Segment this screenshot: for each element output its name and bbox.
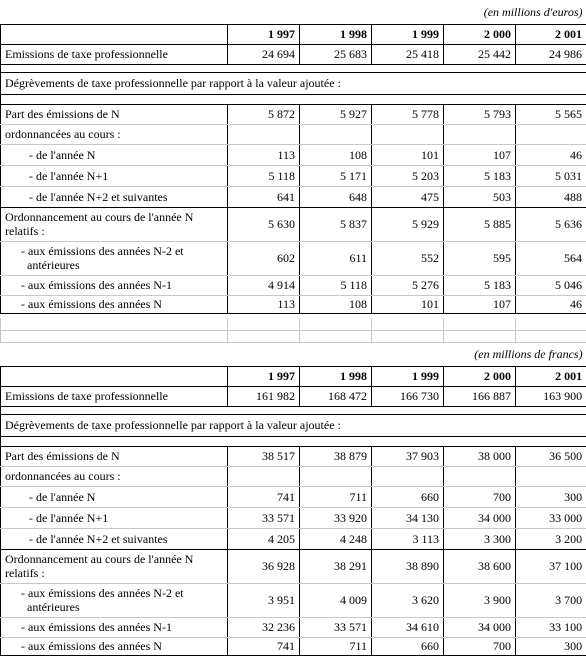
annee-n1-value: 33 000 xyxy=(516,507,586,528)
emissions-value: 168 472 xyxy=(300,386,372,406)
francs-table xyxy=(0,342,586,656)
ordonnancement-value: 38 600 xyxy=(444,549,516,583)
ordonnancees-label: ordonnancées au cours : xyxy=(1,466,228,486)
ordonnancement-label xyxy=(1,207,228,241)
spacer-cell xyxy=(372,330,444,342)
emis-n-value: 741 xyxy=(228,637,300,655)
annee-n-row xyxy=(1,144,586,165)
emis-n-value: 700 xyxy=(444,637,516,655)
annee-n1-label: - de l'année N+1 xyxy=(1,507,228,528)
ordonnancement-value: 5 630 xyxy=(228,207,300,241)
emis-n1-value: 34 610 xyxy=(372,617,444,637)
emis-n-value: 107 xyxy=(444,295,516,313)
spacer-cell xyxy=(372,318,444,330)
year-header: 1 997 xyxy=(228,24,300,44)
annee-n1-value: 5 118 xyxy=(228,165,300,186)
empty-cell xyxy=(372,124,444,144)
gap xyxy=(1,94,586,104)
emissions-value: 161 982 xyxy=(228,386,300,406)
gap-row xyxy=(1,436,586,446)
annee-n2-value: 3 300 xyxy=(444,528,516,549)
part-value: 5 872 xyxy=(228,104,300,124)
year-header: 2 001 xyxy=(516,24,586,44)
emis-n2-row xyxy=(1,241,586,275)
gap-row xyxy=(1,94,586,104)
spacer-cell xyxy=(444,318,516,330)
emissions-value: 25 418 xyxy=(372,44,444,64)
annee-n2-label: - de l'année N+2 et suivantes xyxy=(1,186,228,207)
spacer-cell xyxy=(300,318,372,330)
part-value: 5 927 xyxy=(300,104,372,124)
annee-n-row xyxy=(1,486,586,507)
year-header: 2 000 xyxy=(444,24,516,44)
annee-n1-value: 33 920 xyxy=(300,507,372,528)
annee-n2-value: 475 xyxy=(372,186,444,207)
emis-n2-value: 595 xyxy=(444,241,516,275)
ordonnancees-row xyxy=(1,466,586,486)
ordonnancement-value: 5 885 xyxy=(444,207,516,241)
part-value: 5 793 xyxy=(444,104,516,124)
emis-n-label: - aux émissions des années N xyxy=(1,295,228,313)
emis-n2-label xyxy=(1,241,228,275)
spacer-cell xyxy=(444,330,516,342)
annee-n1-value: 33 571 xyxy=(228,507,300,528)
annee-n-value: 107 xyxy=(444,144,516,165)
emis-n1-value: 33 571 xyxy=(300,617,372,637)
emis-n1-label: - aux émissions des années N-1 xyxy=(1,617,228,637)
spacer-cell xyxy=(228,318,300,330)
annee-n2-value: 641 xyxy=(228,186,300,207)
emis-n2-row xyxy=(1,583,586,617)
emissions-value: 163 900 xyxy=(516,386,586,406)
ordonnancement-value: 36 928 xyxy=(228,549,300,583)
gap-row xyxy=(1,406,586,414)
spacer-cell xyxy=(516,318,586,330)
empty-cell xyxy=(444,466,516,486)
spacer-cell xyxy=(300,330,372,342)
year-header: 1 998 xyxy=(300,24,372,44)
emis-n2-value: 4 009 xyxy=(300,583,372,617)
year-header: 1 999 xyxy=(372,24,444,44)
annee-n-value: 711 xyxy=(300,486,372,507)
unit-label: (en millions de francs) xyxy=(1,342,586,366)
annee-n-label: - de l'année N xyxy=(1,144,228,165)
emis-n-value: 46 xyxy=(516,295,586,313)
part-row xyxy=(1,446,586,466)
ordonnancement-label-line2: relatifs : xyxy=(5,566,223,580)
annee-n2-row xyxy=(1,528,586,549)
annee-n2-value: 503 xyxy=(444,186,516,207)
ordonnancement-label-line1: Ordonnancement au cours de l'année N xyxy=(5,552,223,566)
emis-n-row xyxy=(1,637,586,655)
annee-n-value: 660 xyxy=(372,486,444,507)
emis-n1-value: 32 236 xyxy=(228,617,300,637)
emissions-value: 166 730 xyxy=(372,386,444,406)
unit-label: (en millions d'euros) xyxy=(1,0,586,24)
emis-n-value: 113 xyxy=(228,295,300,313)
ordonnancement-value: 38 291 xyxy=(300,549,372,583)
empty-cell xyxy=(372,466,444,486)
ordonnancement-row xyxy=(1,207,586,241)
year-header-row xyxy=(1,366,586,386)
emis-n-row xyxy=(1,295,586,313)
annee-n-label: - de l'année N xyxy=(1,486,228,507)
ordonnancement-label-line1: Ordonnancement au cours de l'année N xyxy=(5,210,223,224)
annee-n-value: 113 xyxy=(228,144,300,165)
annee-n1-value: 5 203 xyxy=(372,165,444,186)
gap xyxy=(1,436,586,446)
ordonnancement-value: 38 890 xyxy=(372,549,444,583)
emis-n2-value: 611 xyxy=(300,241,372,275)
emis-n2-value: 3 900 xyxy=(444,583,516,617)
annee-n-value: 300 xyxy=(516,486,586,507)
ordonnancement-value: 5 837 xyxy=(300,207,372,241)
emis-n2-value: 3 620 xyxy=(372,583,444,617)
spacer-cell xyxy=(516,330,586,342)
annee-n2-value: 3 113 xyxy=(372,528,444,549)
emissions-value: 24 986 xyxy=(516,44,586,64)
emis-n2-label-line2: antérieures xyxy=(21,600,223,614)
annee-n1-row xyxy=(1,507,586,528)
emis-n2-value: 3 700 xyxy=(516,583,586,617)
emis-n1-row xyxy=(1,617,586,637)
degrevements-row xyxy=(1,72,586,94)
part-row xyxy=(1,104,586,124)
emis-n1-value: 5 046 xyxy=(516,275,586,295)
emissions-row xyxy=(1,44,586,64)
annee-n1-value: 5 031 xyxy=(516,165,586,186)
annee-n2-value: 488 xyxy=(516,186,586,207)
emis-n1-value: 4 914 xyxy=(228,275,300,295)
annee-n1-value: 34 000 xyxy=(444,507,516,528)
emis-n2-label-line1: - aux émissions des années N-2 et xyxy=(21,244,223,258)
spacer-cell xyxy=(1,330,228,342)
header-blank xyxy=(1,24,228,44)
empty-cell xyxy=(516,466,586,486)
empty-cell xyxy=(516,124,586,144)
emis-n-value: 711 xyxy=(300,637,372,655)
emissions-value: 25 683 xyxy=(300,44,372,64)
emis-n1-label: - aux émissions des années N-1 xyxy=(1,275,228,295)
empty-cell xyxy=(228,466,300,486)
emis-n-label: - aux émissions des années N xyxy=(1,637,228,655)
degrevements-label: Dégrèvements de taxe professionnelle par rapport à la valeur ajoutée : xyxy=(1,414,586,436)
annee-n-value: 700 xyxy=(444,486,516,507)
part-value: 5 778 xyxy=(372,104,444,124)
part-value: 37 903 xyxy=(372,446,444,466)
emis-n2-value: 564 xyxy=(516,241,586,275)
spacer-grid xyxy=(0,318,586,343)
annee-n-value: 101 xyxy=(372,144,444,165)
gap xyxy=(1,64,586,72)
emissions-label: Emissions de taxe professionnelle xyxy=(1,386,228,406)
emis-n-value: 660 xyxy=(372,637,444,655)
annee-n2-value: 3 200 xyxy=(516,528,586,549)
header-blank xyxy=(1,366,228,386)
part-value: 38 000 xyxy=(444,446,516,466)
spacer-cell xyxy=(1,318,228,330)
emis-n1-value: 33 100 xyxy=(516,617,586,637)
emis-n1-value: 5 183 xyxy=(444,275,516,295)
emissions-label: Emissions de taxe professionnelle xyxy=(1,44,228,64)
degrevements-label: Dégrèvements de taxe professionnelle par rapport à la valeur ajoutée : xyxy=(1,72,586,94)
emis-n-value: 108 xyxy=(300,295,372,313)
euros-table xyxy=(0,0,586,314)
unit-row xyxy=(1,0,586,24)
ordonnancees-label: ordonnancées au cours : xyxy=(1,124,228,144)
emis-n1-value: 5 276 xyxy=(372,275,444,295)
ordonnancement-value: 5 636 xyxy=(516,207,586,241)
ordonnancement-label xyxy=(1,549,228,583)
emissions-row xyxy=(1,386,586,406)
annee-n2-value: 4 248 xyxy=(300,528,372,549)
emis-n-value: 300 xyxy=(516,637,586,655)
emis-n1-value: 5 118 xyxy=(300,275,372,295)
spacer-cell xyxy=(228,330,300,342)
annee-n-value: 46 xyxy=(516,144,586,165)
year-header: 1 997 xyxy=(228,366,300,386)
annee-n1-value: 34 130 xyxy=(372,507,444,528)
annee-n1-label: - de l'année N+1 xyxy=(1,165,228,186)
empty-cell xyxy=(444,124,516,144)
annee-n2-value: 4 205 xyxy=(228,528,300,549)
year-header: 1 999 xyxy=(372,366,444,386)
annee-n2-value: 648 xyxy=(300,186,372,207)
emis-n2-value: 3 951 xyxy=(228,583,300,617)
empty-cell xyxy=(300,124,372,144)
annee-n-value: 741 xyxy=(228,486,300,507)
emissions-value: 25 442 xyxy=(444,44,516,64)
emis-n-value: 101 xyxy=(372,295,444,313)
annee-n2-label: - de l'année N+2 et suivantes xyxy=(1,528,228,549)
gap-row xyxy=(1,64,586,72)
year-header: 2 000 xyxy=(444,366,516,386)
part-value: 5 565 xyxy=(516,104,586,124)
annee-n2-row xyxy=(1,186,586,207)
year-header: 2 001 xyxy=(516,366,586,386)
emissions-value: 166 887 xyxy=(444,386,516,406)
emis-n2-value: 552 xyxy=(372,241,444,275)
part-label: Part des émissions de N xyxy=(1,104,228,124)
emis-n2-value: 602 xyxy=(228,241,300,275)
unit-row xyxy=(1,342,586,366)
ordonnancees-row xyxy=(1,124,586,144)
emis-n1-value: 34 000 xyxy=(444,617,516,637)
annee-n1-value: 5 183 xyxy=(444,165,516,186)
annee-n-value: 108 xyxy=(300,144,372,165)
part-value: 38 879 xyxy=(300,446,372,466)
part-value: 38 517 xyxy=(228,446,300,466)
ordonnancement-row xyxy=(1,549,586,583)
empty-cell xyxy=(300,466,372,486)
emis-n2-label-line2: antérieures xyxy=(21,258,223,272)
part-value: 36 500 xyxy=(516,446,586,466)
emissions-value: 24 694 xyxy=(228,44,300,64)
empty-cell xyxy=(228,124,300,144)
ordonnancement-label-line2: relatifs : xyxy=(5,224,223,238)
year-header-row xyxy=(1,24,586,44)
part-label: Part des émissions de N xyxy=(1,446,228,466)
emis-n1-row xyxy=(1,275,586,295)
emis-n2-label xyxy=(1,583,228,617)
emis-n2-label-line1: - aux émissions des années N-2 et xyxy=(21,586,223,600)
ordonnancement-value: 37 100 xyxy=(516,549,586,583)
ordonnancement-value: 5 929 xyxy=(372,207,444,241)
degrevements-row xyxy=(1,414,586,436)
year-header: 1 998 xyxy=(300,366,372,386)
gap xyxy=(1,406,586,414)
annee-n1-value: 5 171 xyxy=(300,165,372,186)
annee-n1-row xyxy=(1,165,586,186)
